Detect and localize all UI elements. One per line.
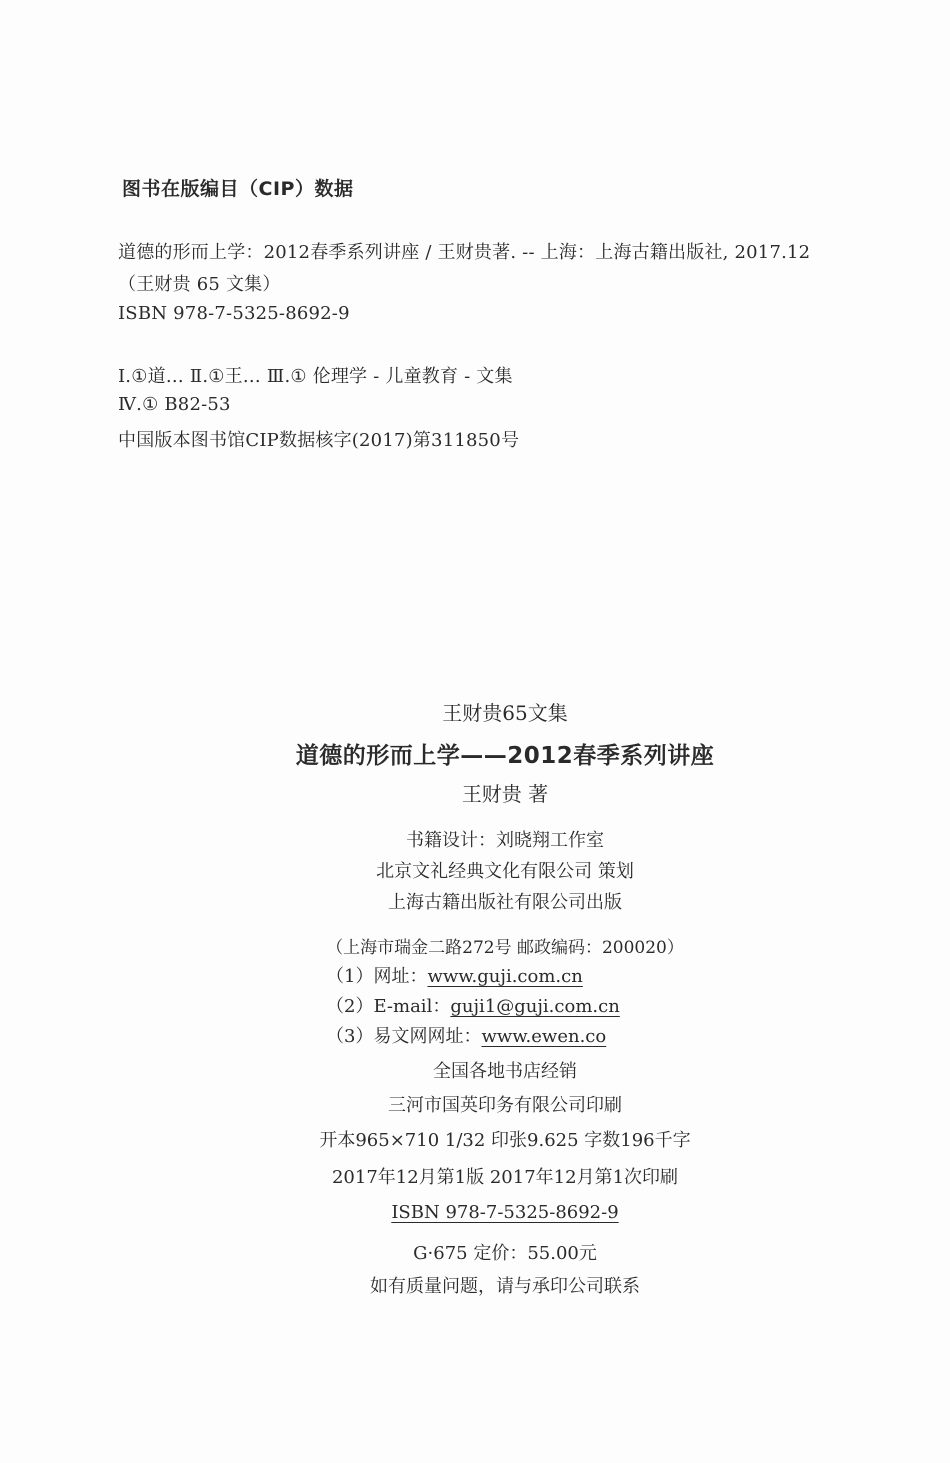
cip-isbn-line: ISBN 978-7-5325-8692-9 xyxy=(118,303,350,324)
design-credit: 书籍设计：刘晓翔工作室 xyxy=(406,830,604,851)
cip-subject-line: Ⅰ.①道… Ⅱ.①王… Ⅲ.① 伦理学 - 儿童教育 - 文集 xyxy=(118,366,513,387)
cip-record-number: 中国版本图书馆CIP数据核字(2017)第311850号 xyxy=(118,430,520,451)
email-label: （2）E-mail： xyxy=(326,996,451,1017)
publisher-address: （上海市瑞金二路272号 邮政编码：200020） xyxy=(326,938,684,958)
format-line: 开本965×710 1/32 印张9.625 字数196千字 xyxy=(319,1130,691,1151)
isbn-line xyxy=(0,1202,950,1223)
isbn-text: ISBN 978-7-5325-8692-9 xyxy=(391,1202,619,1223)
email-row xyxy=(326,992,620,1018)
ewen-label: （3）易文网网址： xyxy=(326,1026,482,1047)
email-link[interactable]: guji1@guji.com.cn xyxy=(450,996,620,1017)
planner-credit: 北京文礼经典文化有限公司 策划 xyxy=(376,861,634,882)
cip-classification-line: Ⅳ.① B82-53 xyxy=(118,394,231,415)
ewen-row xyxy=(326,1022,606,1048)
printer-line: 三河市国英印务有限公司印刷 xyxy=(388,1095,622,1116)
book-title: 道德的形而上学——2012春季系列讲座 xyxy=(295,743,715,769)
website-link[interactable]: www.guji.com.cn xyxy=(427,966,583,987)
distributor-line: 全国各地书店经销 xyxy=(433,1061,577,1082)
series-name: 王财贵65文集 xyxy=(442,701,568,725)
cip-header: 图书在版编目（CIP）数据 xyxy=(122,178,354,200)
cip-series-line: （王财贵 65 文集） xyxy=(118,274,281,295)
ewen-link[interactable]: www.ewen.co xyxy=(481,1026,607,1047)
author-line: 王财贵 著 xyxy=(461,782,549,806)
quality-notice: 如有质量问题，请与承印公司联系 xyxy=(370,1276,640,1297)
website-label: （1）网址： xyxy=(326,966,428,987)
publisher-line: 上海古籍出版社有限公司出版 xyxy=(388,892,622,913)
edition-line: 2017年12月第1版 2017年12月第1次印刷 xyxy=(331,1167,679,1188)
website-row xyxy=(326,962,583,988)
price-line: G·675 定价：55.00元 xyxy=(413,1243,597,1264)
cip-title-line: 道德的形而上学：2012春季系列讲座 / 王财贵著. -- 上海：上海古籍出版社, 2017.12 xyxy=(118,242,811,263)
